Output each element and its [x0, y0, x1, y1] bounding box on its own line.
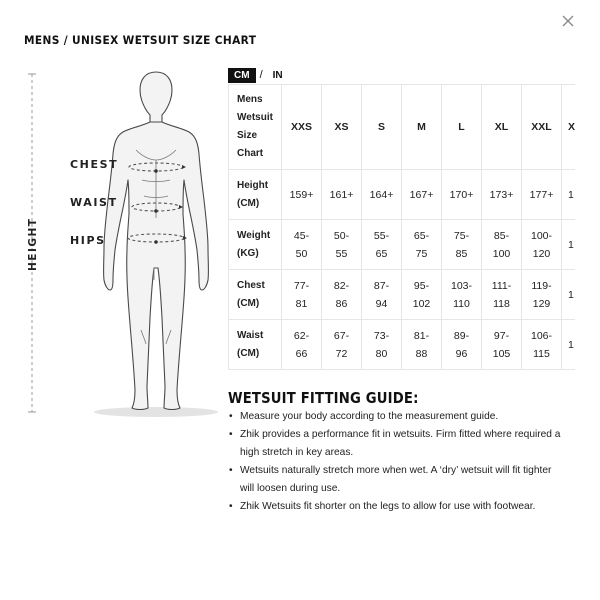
- bullet-icon: •: [229, 501, 233, 512]
- table-cell: 77- 81: [282, 270, 322, 320]
- fitting-guide-list: [228, 408, 578, 516]
- size-column-header: XXS: [282, 85, 322, 170]
- unit-cm-button[interactable]: CM: [228, 68, 256, 83]
- row-label-chest: Chest (CM): [229, 270, 282, 320]
- size-table: [228, 84, 575, 370]
- table-cell: 170+: [442, 170, 482, 220]
- table-cell: 111- 118: [482, 270, 522, 320]
- table-cell: 177+: [522, 170, 562, 220]
- table-cell: 67- 72: [322, 320, 362, 370]
- table-row: [229, 220, 576, 270]
- list-item: • Wetsuits naturally stretch more when wet. A ‘dry’ wetsuit will fit tighter will loosen during use.: [228, 462, 578, 498]
- table-cell: 1: [562, 270, 576, 320]
- table-cell: 62- 66: [282, 320, 322, 370]
- bullet-icon: •: [229, 429, 233, 440]
- list-item: • Measure your body according to the measurement guide.: [228, 408, 578, 426]
- row-label-weight: Weight (KG): [229, 220, 282, 270]
- fitting-guide-title: WETSUIT FITTING GUIDE:: [228, 389, 419, 407]
- unit-in-button[interactable]: IN: [267, 68, 289, 83]
- table-cell: 1: [562, 170, 576, 220]
- height-label-text: HEIGHT: [27, 217, 39, 271]
- bullet-icon: •: [229, 411, 233, 422]
- table-header-row: [229, 85, 576, 170]
- table-cell: 173+: [482, 170, 522, 220]
- table-cell: 100- 120: [522, 220, 562, 270]
- table-cell: 95- 102: [402, 270, 442, 320]
- table-cell: 159+: [282, 170, 322, 220]
- page-title: MENS / UNISEX WETSUIT SIZE CHART: [24, 33, 257, 47]
- height-label: [26, 217, 40, 272]
- row-label-waist: Waist (CM): [229, 320, 282, 370]
- table-cell: 119- 129: [522, 270, 562, 320]
- list-item: • Zhik Wetsuits fit shorter on the legs to allow for use with footwear.: [228, 498, 578, 516]
- table-row: [229, 270, 576, 320]
- table-cell: 81- 88: [402, 320, 442, 370]
- row-label-height: Height (CM): [229, 170, 282, 220]
- list-item: • Zhik provides a performance fit in wetsuits. Firm fitted where required a high stretch in key areas.: [228, 426, 578, 462]
- unit-separator: /: [259, 69, 263, 81]
- table-header-label: Mens Wetsuit Size Chart: [229, 85, 282, 170]
- table-cell: 73- 80: [362, 320, 402, 370]
- table-cell: 45- 50: [282, 220, 322, 270]
- size-column-header: S: [362, 85, 402, 170]
- table-cell: 106- 115: [522, 320, 562, 370]
- size-column-header: M: [402, 85, 442, 170]
- table-cell: 89- 96: [442, 320, 482, 370]
- bullet-icon: •: [229, 465, 233, 476]
- table-cell: 75- 85: [442, 220, 482, 270]
- table-cell: 161+: [322, 170, 362, 220]
- size-column-header: XL: [482, 85, 522, 170]
- table-cell: 82- 86: [322, 270, 362, 320]
- size-column-header: XXL: [522, 85, 562, 170]
- table-cell: 50- 55: [322, 220, 362, 270]
- unit-toggle: [228, 67, 289, 83]
- waist-label: WAIST: [70, 196, 118, 209]
- table-cell: 55- 65: [362, 220, 402, 270]
- body-measurement-figure: [24, 68, 224, 428]
- table-row: [229, 320, 576, 370]
- table-cell: 97- 105: [482, 320, 522, 370]
- table-cell: 1: [562, 320, 576, 370]
- table-cell: 103- 110: [442, 270, 482, 320]
- table-cell: 87- 94: [362, 270, 402, 320]
- hips-label: HIPS: [70, 234, 106, 247]
- size-table-container[interactable]: [228, 84, 575, 370]
- size-column-header: X: [562, 85, 576, 170]
- chest-label: CHEST: [70, 158, 119, 171]
- table-row: [229, 170, 576, 220]
- table-cell: 65- 75: [402, 220, 442, 270]
- table-cell: 167+: [402, 170, 442, 220]
- size-column-header: XS: [322, 85, 362, 170]
- table-cell: 164+: [362, 170, 402, 220]
- close-icon[interactable]: [560, 13, 576, 29]
- size-column-header: L: [442, 85, 482, 170]
- table-cell: 1: [562, 220, 576, 270]
- table-cell: 85- 100: [482, 220, 522, 270]
